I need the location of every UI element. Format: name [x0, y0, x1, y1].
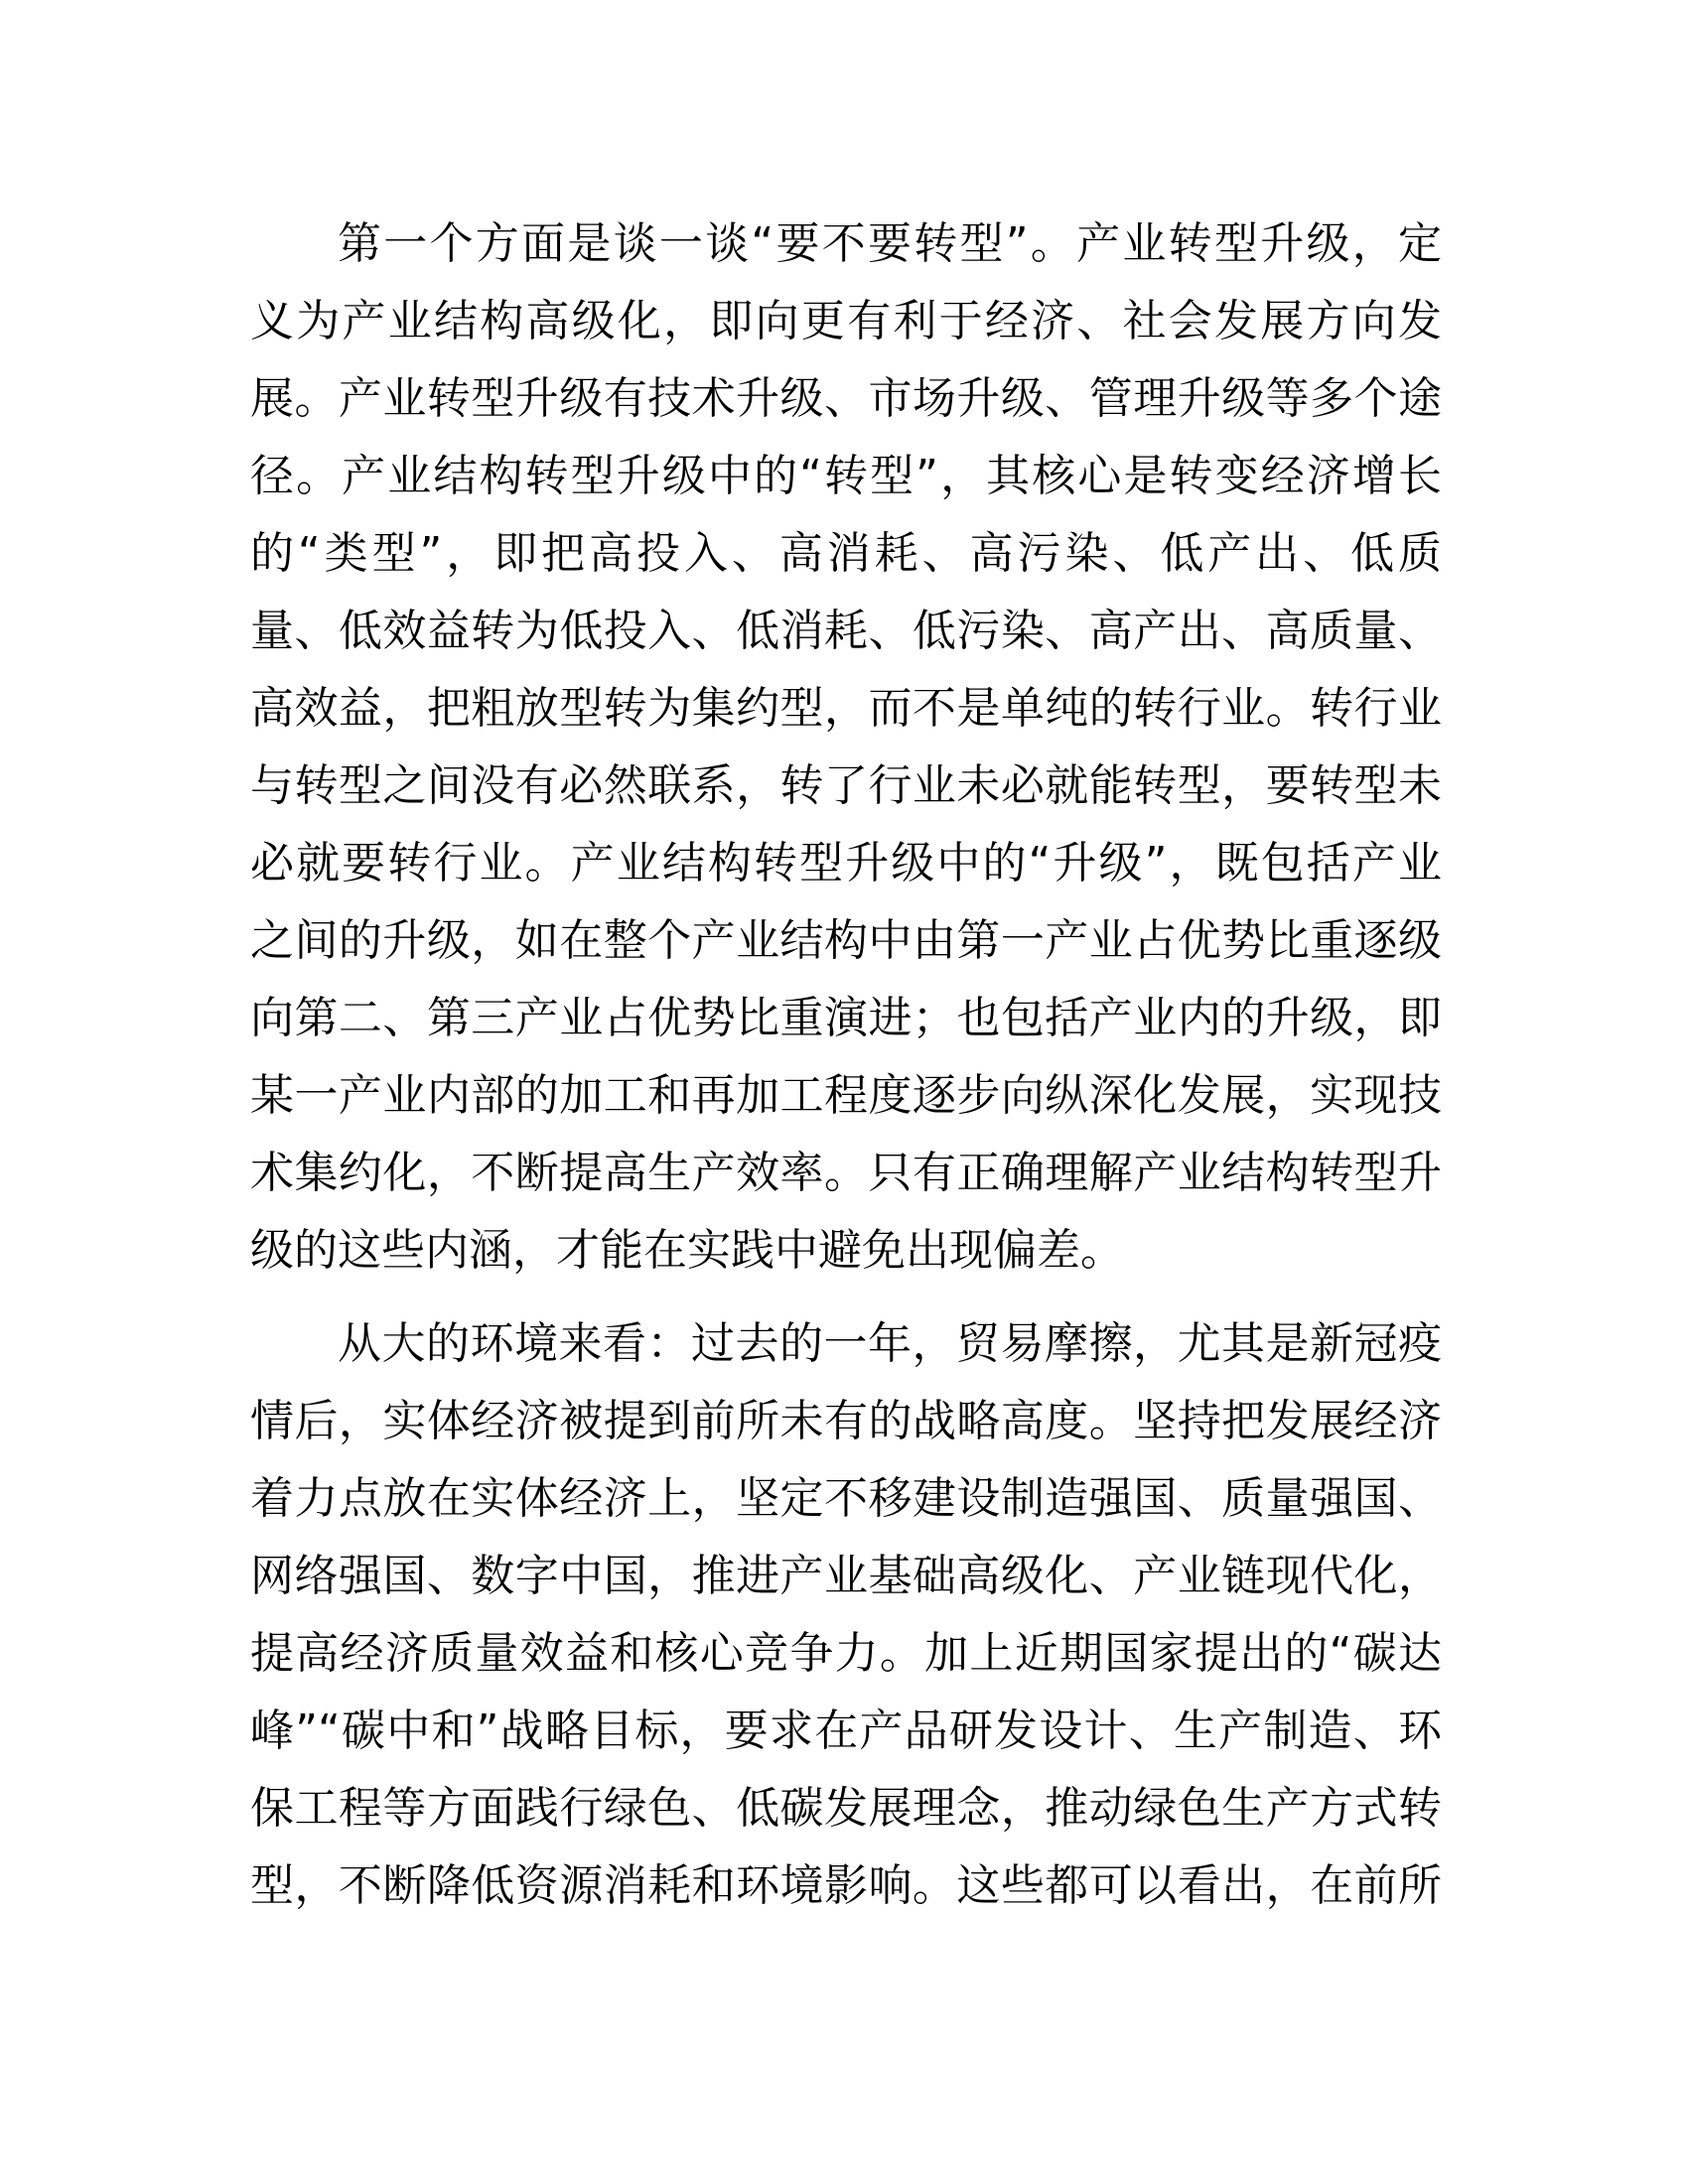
text-line: 术集约化，不断提高生产效率。只有正确理解产业结构转型升 [250, 1148, 1442, 1198]
document-body [250, 205, 1442, 1941]
text-line: 之间的升级，如在整个产业结构中由第一产业占优势比重逐级 [250, 915, 1442, 966]
text-line: 的“类型”，即把高投入、高消耗、高污染、低产出、低质 [250, 528, 1442, 579]
text-line: 向第二、第三产业占优势比重演进；也包括产业内的升级，即 [250, 993, 1442, 1043]
text-line: 高效益，把粗放型转为集约型，而不是单纯的转行业。转行业 [250, 683, 1442, 734]
text-line: 网络强国、数字中国，推进产业基础高级化、产业链现代化， [250, 1551, 1442, 1601]
paragraph-1 [250, 205, 1442, 1290]
text-line: 义为产业结构高级化，即向更有利于经济、社会发展方向发 [250, 296, 1442, 346]
text-line: 与转型之间没有必然联系，转了行业未必就能转型，要转型未 [250, 760, 1442, 811]
text-line: 保工程等方面践行绿色、低碳发展理念，推动绿色生产方式转 [250, 1783, 1442, 1834]
text-line: 必就要转行业。产业结构转型升级中的“升级”，既包括产业 [250, 838, 1442, 888]
text-line: 某一产业内部的加工和再加工程度逐步向纵深化发展，实现技 [250, 1070, 1442, 1121]
text-line: 展。产业转型升级有技术升级、市场升级、管理升级等多个途 [250, 373, 1442, 424]
text-line: 第一个方面是谈一谈“要不要转型”。产业转型升级，定 [338, 218, 1442, 269]
text-line: 径。产业结构转型升级中的“转型”，其核心是转变经济增长 [250, 451, 1442, 501]
paragraph-2 [250, 1305, 1442, 1925]
text-line: 型，不断降低资源消耗和环境影响。这些都可以看出，在前所 [250, 1860, 1442, 1911]
text-line: 着力点放在实体经济上，坚定不移建设制造强国、质量强国、 [250, 1473, 1442, 1524]
text-line: 从大的环境来看：过去的一年，贸易摩擦，尤其是新冠疫 [338, 1318, 1442, 1369]
text-line: 级的这些内涵，才能在实践中避免出现偏差。 [250, 1225, 1124, 1276]
text-line: 提高经济质量效益和核心竞争力。加上近期国家提出的“碳达 [250, 1628, 1442, 1679]
text-line: 峰”“碳中和”战略目标，要求在产品研发设计、生产制造、环 [250, 1706, 1442, 1756]
text-line: 情后，实体经济被提到前所未有的战略高度。坚持把发展经济 [250, 1396, 1442, 1446]
text-line: 量、低效益转为低投入、低消耗、低污染、高产出、高质量、 [250, 606, 1442, 656]
